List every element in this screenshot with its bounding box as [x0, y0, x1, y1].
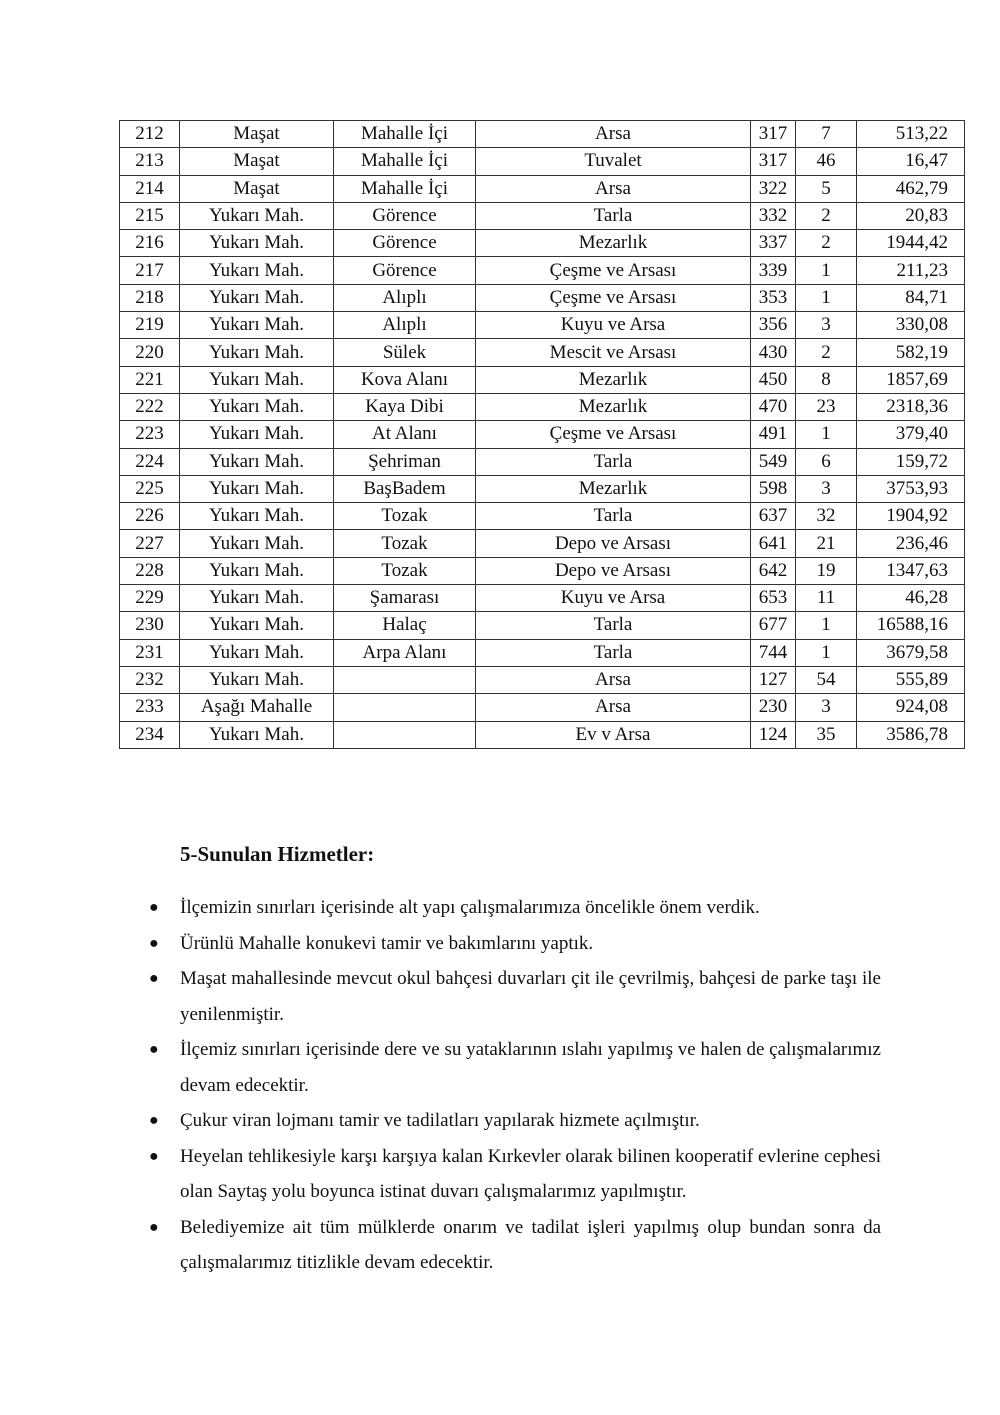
- service-list-item: [149, 1139, 881, 1210]
- bullet-icon: ●: [149, 899, 159, 916]
- parcel-cell: 430: [751, 339, 796, 366]
- table-row: [120, 694, 965, 721]
- property-type-cell: Çeşme ve Arsası: [476, 284, 751, 311]
- table-row: [120, 339, 965, 366]
- locality-cell: Alıplı: [334, 312, 476, 339]
- neighborhood-cell: Yukarı Mah.: [180, 257, 334, 284]
- area-cell: 211,23: [857, 257, 965, 284]
- neighborhood-cell: Yukarı Mah.: [180, 475, 334, 502]
- property-type-cell: Mezarlık: [476, 393, 751, 420]
- locality-cell: Kova Alanı: [334, 366, 476, 393]
- area-cell: 1904,92: [857, 503, 965, 530]
- neighborhood-cell: Maşat: [180, 175, 334, 202]
- property-type-cell: Çeşme ve Arsası: [476, 421, 751, 448]
- property-type-cell: Tarla: [476, 612, 751, 639]
- area-cell: 16,47: [857, 148, 965, 175]
- area-cell: 3679,58: [857, 639, 965, 666]
- service-list-item: [149, 1210, 881, 1281]
- lot-cell: 2: [796, 202, 857, 229]
- lot-cell: 46: [796, 148, 857, 175]
- parcel-cell: 677: [751, 612, 796, 639]
- locality-cell: Kaya Dibi: [334, 393, 476, 420]
- row-number-cell: 212: [120, 121, 180, 148]
- neighborhood-cell: Yukarı Mah.: [180, 421, 334, 448]
- neighborhood-cell: Yukarı Mah.: [180, 284, 334, 311]
- lot-cell: 35: [796, 721, 857, 748]
- property-type-cell: Tarla: [476, 503, 751, 530]
- lot-cell: 7: [796, 121, 857, 148]
- property-type-cell: Ev v Arsa: [476, 721, 751, 748]
- table-row: [120, 585, 965, 612]
- parcel-cell: 637: [751, 503, 796, 530]
- property-type-cell: Tarla: [476, 448, 751, 475]
- locality-cell: BaşBadem: [334, 475, 476, 502]
- lot-cell: 3: [796, 475, 857, 502]
- row-number-cell: 231: [120, 639, 180, 666]
- parcel-cell: 491: [751, 421, 796, 448]
- lot-cell: 19: [796, 557, 857, 584]
- table-row: [120, 284, 965, 311]
- row-number-cell: 217: [120, 257, 180, 284]
- service-item-text: Maşat mahallesinde mevcut okul bahçesi duvarları çit ile çevrilmiş, bahçesi de parke taşı ile yenilenmiştir.: [180, 968, 881, 1025]
- parcel-cell: 339: [751, 257, 796, 284]
- table-row: [120, 230, 965, 257]
- table-row: [120, 639, 965, 666]
- row-number-cell: 229: [120, 585, 180, 612]
- neighborhood-cell: Yukarı Mah.: [180, 530, 334, 557]
- row-number-cell: 222: [120, 393, 180, 420]
- area-cell: 462,79: [857, 175, 965, 202]
- locality-cell: Tozak: [334, 530, 476, 557]
- locality-cell: Şehriman: [334, 448, 476, 475]
- property-type-cell: Arsa: [476, 121, 751, 148]
- parcel-cell: 642: [751, 557, 796, 584]
- locality-cell: [334, 721, 476, 748]
- service-list-item: [149, 1032, 881, 1103]
- area-cell: 1944,42: [857, 230, 965, 257]
- table-row: [120, 448, 965, 475]
- row-number-cell: 221: [120, 366, 180, 393]
- service-list-item: [149, 890, 881, 926]
- parcel-cell: 744: [751, 639, 796, 666]
- service-item-text: Çukur viran lojmanı tamir ve tadilatları yapılarak hizmete açılmıştır.: [180, 1110, 700, 1131]
- row-number-cell: 224: [120, 448, 180, 475]
- table-row: [120, 612, 965, 639]
- property-type-cell: Mezarlık: [476, 475, 751, 502]
- neighborhood-cell: Yukarı Mah.: [180, 312, 334, 339]
- lot-cell: 3: [796, 694, 857, 721]
- parcel-cell: 124: [751, 721, 796, 748]
- locality-cell: [334, 666, 476, 693]
- parcel-cell: 317: [751, 121, 796, 148]
- row-number-cell: 226: [120, 503, 180, 530]
- parcel-cell: 230: [751, 694, 796, 721]
- service-item-text: İlçemiz sınırları içerisinde dere ve su yataklarının ıslahı yapılmış ve halen de çalışmalarımız devam edecektir.: [180, 1039, 881, 1096]
- locality-cell: Görence: [334, 202, 476, 229]
- service-list-item: [149, 961, 881, 1032]
- bullet-icon: ●: [149, 1147, 159, 1165]
- neighborhood-cell: Yukarı Mah.: [180, 666, 334, 693]
- lot-cell: 2: [796, 230, 857, 257]
- row-number-cell: 225: [120, 475, 180, 502]
- service-item-text: Heyelan tehlikesiyle karşı karşıya kalan Kırkevler olarak bilinen kooperatif evlerine cephesi olan Saytaş yolu boyunca istinat duvarı çalışmalarımız yapılmıştır.: [180, 1145, 881, 1202]
- parcel-cell: 356: [751, 312, 796, 339]
- table-row: [120, 121, 965, 148]
- lot-cell: 1: [796, 257, 857, 284]
- parcel-cell: 127: [751, 666, 796, 693]
- area-cell: 3753,93: [857, 475, 965, 502]
- bullet-icon: ●: [149, 1218, 159, 1236]
- service-list-item: [149, 926, 881, 962]
- lot-cell: 1: [796, 612, 857, 639]
- lot-cell: 5: [796, 175, 857, 202]
- area-cell: 555,89: [857, 666, 965, 693]
- row-number-cell: 223: [120, 421, 180, 448]
- row-number-cell: 233: [120, 694, 180, 721]
- neighborhood-cell: Yukarı Mah.: [180, 230, 334, 257]
- property-type-cell: Depo ve Arsası: [476, 530, 751, 557]
- property-type-cell: Tarla: [476, 639, 751, 666]
- property-type-cell: Kuyu ve Arsa: [476, 585, 751, 612]
- row-number-cell: 234: [120, 721, 180, 748]
- parcel-cell: 337: [751, 230, 796, 257]
- bullet-icon: ●: [149, 1112, 159, 1129]
- area-cell: 582,19: [857, 339, 965, 366]
- property-type-cell: Mezarlık: [476, 366, 751, 393]
- neighborhood-cell: Yukarı Mah.: [180, 639, 334, 666]
- area-cell: 16588,16: [857, 612, 965, 639]
- neighborhood-cell: Maşat: [180, 121, 334, 148]
- table-row: [120, 721, 965, 748]
- bullet-icon: ●: [149, 934, 159, 952]
- neighborhood-cell: Yukarı Mah.: [180, 339, 334, 366]
- table-row: [120, 148, 965, 175]
- services-list: [149, 890, 881, 1281]
- locality-cell: Tozak: [334, 557, 476, 584]
- row-number-cell: 213: [120, 148, 180, 175]
- parcel-cell: 450: [751, 366, 796, 393]
- area-cell: 2318,36: [857, 393, 965, 420]
- locality-cell: Görence: [334, 230, 476, 257]
- neighborhood-cell: Yukarı Mah.: [180, 585, 334, 612]
- table-row: [120, 530, 965, 557]
- row-number-cell: 218: [120, 284, 180, 311]
- lot-cell: 21: [796, 530, 857, 557]
- neighborhood-cell: Aşağı Mahalle: [180, 694, 334, 721]
- area-cell: 924,08: [857, 694, 965, 721]
- row-number-cell: 216: [120, 230, 180, 257]
- service-item-text: İlçemizin sınırları içerisinde alt yapı çalışmalarımıza öncelikle önem verdik.: [180, 897, 760, 918]
- row-number-cell: 214: [120, 175, 180, 202]
- service-list-item: [149, 1103, 881, 1139]
- locality-cell: Mahalle İçi: [334, 175, 476, 202]
- locality-cell: Halaç: [334, 612, 476, 639]
- neighborhood-cell: Yukarı Mah.: [180, 366, 334, 393]
- area-cell: 1857,69: [857, 366, 965, 393]
- area-cell: 236,46: [857, 530, 965, 557]
- row-number-cell: 228: [120, 557, 180, 584]
- table-row: [120, 202, 965, 229]
- area-cell: 3586,78: [857, 721, 965, 748]
- row-number-cell: 232: [120, 666, 180, 693]
- property-type-cell: Arsa: [476, 694, 751, 721]
- table-row: [120, 257, 965, 284]
- property-type-cell: Çeşme ve Arsası: [476, 257, 751, 284]
- property-type-cell: Mezarlık: [476, 230, 751, 257]
- table-row: [120, 666, 965, 693]
- locality-cell: Tozak: [334, 503, 476, 530]
- property-type-cell: Arsa: [476, 175, 751, 202]
- parcel-cell: 332: [751, 202, 796, 229]
- locality-cell: Görence: [334, 257, 476, 284]
- section-heading: 5-Sunulan Hizmetler:: [180, 842, 375, 866]
- lot-cell: 23: [796, 393, 857, 420]
- area-cell: 330,08: [857, 312, 965, 339]
- neighborhood-cell: Yukarı Mah.: [180, 503, 334, 530]
- lot-cell: 1: [796, 639, 857, 666]
- row-number-cell: 227: [120, 530, 180, 557]
- table-row: [120, 503, 965, 530]
- locality-cell: [334, 694, 476, 721]
- parcel-cell: 653: [751, 585, 796, 612]
- neighborhood-cell: Yukarı Mah.: [180, 448, 334, 475]
- property-type-cell: Depo ve Arsası: [476, 557, 751, 584]
- table-row: [120, 421, 965, 448]
- parcel-cell: 549: [751, 448, 796, 475]
- row-number-cell: 215: [120, 202, 180, 229]
- area-cell: 1347,63: [857, 557, 965, 584]
- bullet-icon: ●: [149, 970, 159, 987]
- row-number-cell: 220: [120, 339, 180, 366]
- area-cell: 513,22: [857, 121, 965, 148]
- lot-cell: 54: [796, 666, 857, 693]
- neighborhood-cell: Yukarı Mah.: [180, 557, 334, 584]
- service-item-text: Ürünlü Mahalle konukevi tamir ve bakımlarını yaptık.: [180, 932, 594, 954]
- parcel-cell: 598: [751, 475, 796, 502]
- table-row: [120, 393, 965, 420]
- area-cell: 159,72: [857, 448, 965, 475]
- lot-cell: 1: [796, 284, 857, 311]
- property-type-cell: Kuyu ve Arsa: [476, 312, 751, 339]
- locality-cell: Sülek: [334, 339, 476, 366]
- table-row: [120, 175, 965, 202]
- area-cell: 84,71: [857, 284, 965, 311]
- lot-cell: 1: [796, 421, 857, 448]
- locality-cell: Alıplı: [334, 284, 476, 311]
- bullet-icon: ●: [149, 1041, 159, 1058]
- table-row: [120, 475, 965, 502]
- neighborhood-cell: Maşat: [180, 148, 334, 175]
- table-body: [120, 121, 965, 749]
- table-row: [120, 312, 965, 339]
- parcel-cell: 470: [751, 393, 796, 420]
- neighborhood-cell: Yukarı Mah.: [180, 721, 334, 748]
- table-row: [120, 366, 965, 393]
- locality-cell: Şamarası: [334, 585, 476, 612]
- lot-cell: 11: [796, 585, 857, 612]
- row-number-cell: 230: [120, 612, 180, 639]
- table-row: [120, 557, 965, 584]
- neighborhood-cell: Yukarı Mah.: [180, 612, 334, 639]
- lot-cell: 2: [796, 339, 857, 366]
- property-table: [119, 120, 965, 749]
- property-type-cell: Arsa: [476, 666, 751, 693]
- locality-cell: Arpa Alanı: [334, 639, 476, 666]
- neighborhood-cell: Yukarı Mah.: [180, 393, 334, 420]
- lot-cell: 3: [796, 312, 857, 339]
- neighborhood-cell: Yukarı Mah.: [180, 202, 334, 229]
- property-type-cell: Tarla: [476, 202, 751, 229]
- parcel-cell: 641: [751, 530, 796, 557]
- area-cell: 379,40: [857, 421, 965, 448]
- lot-cell: 8: [796, 366, 857, 393]
- locality-cell: Mahalle İçi: [334, 121, 476, 148]
- locality-cell: At Alanı: [334, 421, 476, 448]
- lot-cell: 6: [796, 448, 857, 475]
- locality-cell: Mahalle İçi: [334, 148, 476, 175]
- property-type-cell: Mescit ve Arsası: [476, 339, 751, 366]
- parcel-cell: 353: [751, 284, 796, 311]
- service-item-text: Belediyemize ait tüm mülklerde onarım ve tadilat işleri yapılmış olup bundan sonra da çalışmalarımız titizlikle devam edecektir.: [180, 1216, 881, 1273]
- parcel-cell: 322: [751, 175, 796, 202]
- area-cell: 46,28: [857, 585, 965, 612]
- property-type-cell: Tuvalet: [476, 148, 751, 175]
- parcel-cell: 317: [751, 148, 796, 175]
- row-number-cell: 219: [120, 312, 180, 339]
- lot-cell: 32: [796, 503, 857, 530]
- area-cell: 20,83: [857, 202, 965, 229]
